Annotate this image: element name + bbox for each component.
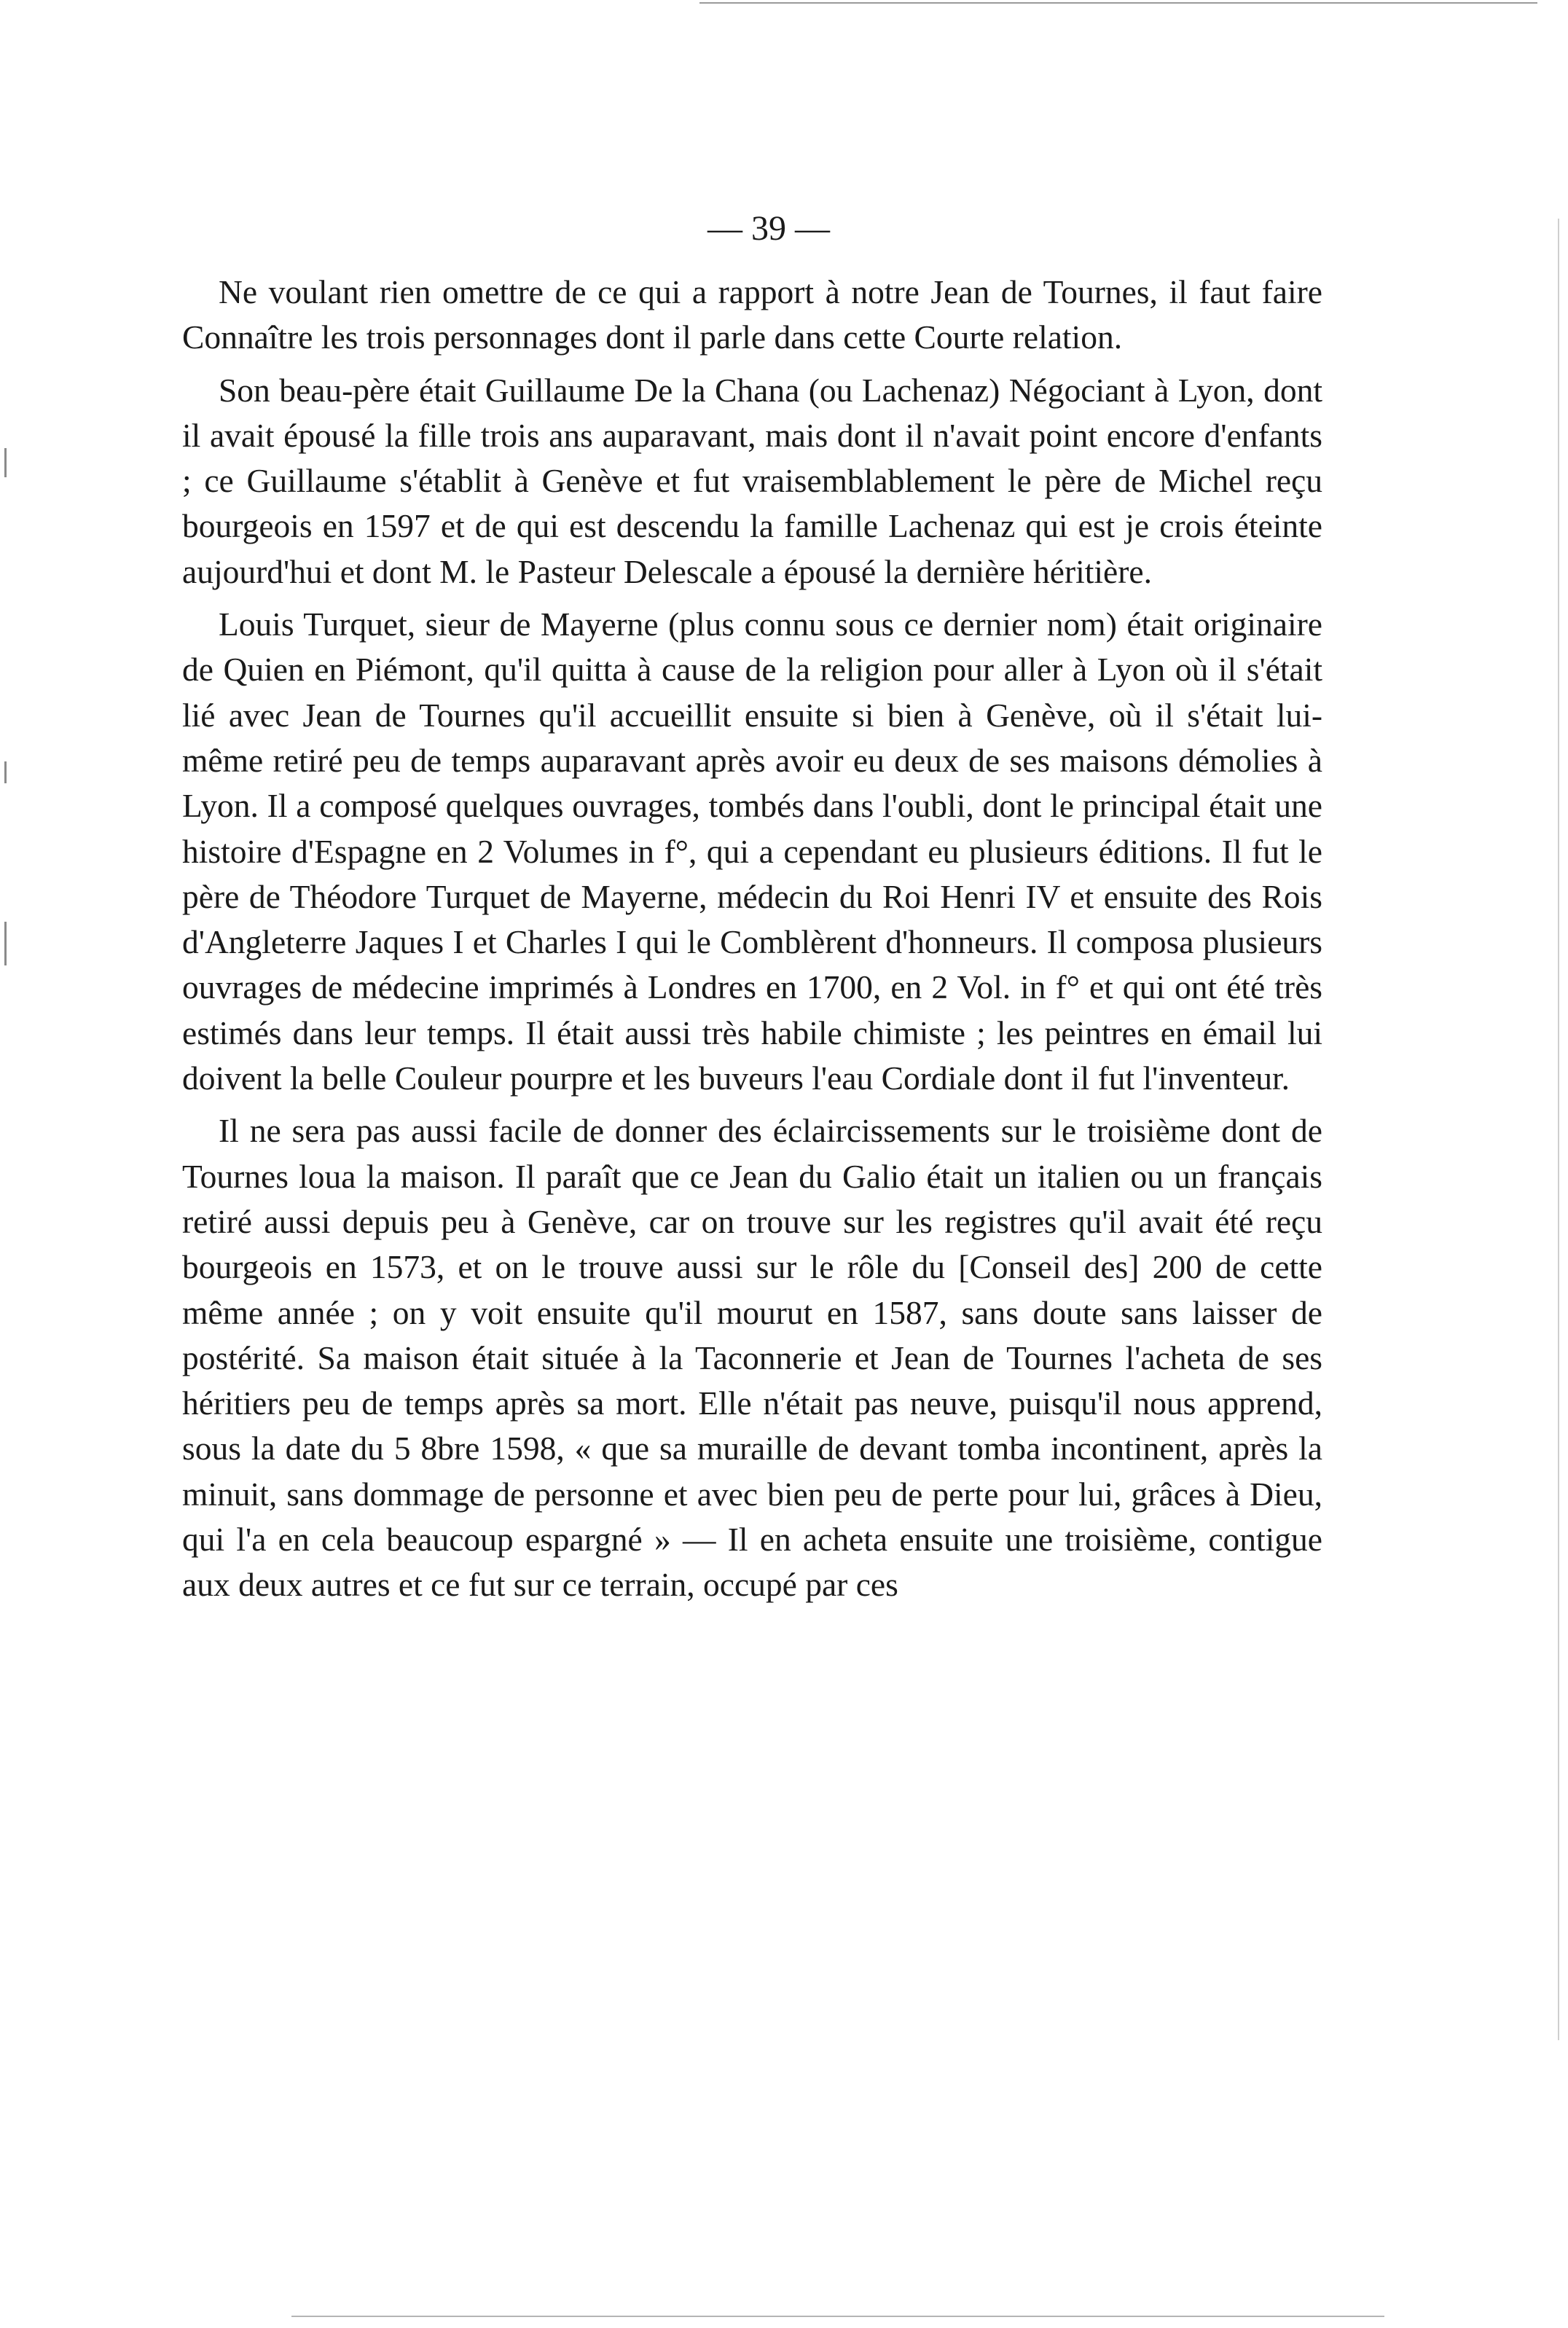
paragraph: Louis Turquet, sieur de Mayerne (plus connu sous ce dernier nom) était originaire de Quien en Piémont, qu'il quitta à cause de la religion pour aller à Lyon où il s'était lié avec Jean de Tournes qu'il accueillit ensuite si bien à Genève, où il s'était lui-même retiré peu de temps auparavant après avoir eu deux de ses maisons démolies à Lyon. Il a composé quelques ouvrages, tombés dans l'oubli, dont le principal était une histoire d'Espagne en 2 Volumes in f°, qui a cependant eu plusieurs éditions. Il fut le père de Théodore Turquet de Mayerne, médecin du Roi Henri IV et ensuite des Rois d'Angleterre Jaques I et Charles I qui le Comblèrent d'honneurs. Il composa plusieurs ouvrages de médecine imprimés à Londres en 1700, en 2 Vol. in f° et qui ont été très estimés dans leur temps. Il était aussi très habile chimiste ; les peintres en émail lui doivent la belle Couleur pourpre et les buveurs l'eau Cordiale dont il fut l'inventeur. — [182, 605, 1322, 1097]
paragraph: Il ne sera pas aussi facile de donner des éclaircissements sur le troisième dont de Tournes loua la maison. Il paraît que ce Jean du Galio était un italien ou un français retiré aussi depuis peu à Genève, car on trouve sur les registres qu'il avait été reçu bourgeois en 1573, et on le trouve aussi sur le rôle du [Conseil des] 200 de cette même année ; on y voit ensuite qu'il mourut en 1587, sans doute sans laisser de postérité. Sa maison était située à la Taconnerie et Jean de Tournes l'acheta de ses héritiers peu de temps après sa mort. Elle n'était pas neuve, puisqu'il nous apprend, sous la date du 5 8bre 1598, « que sa muraille de devant tomba incontinent, après la minuit, sans dommage de personne et avec bien peu de perte pour lui, grâces à Dieu, qui l'a en cela beaucoup espargné » — Il en acheta ensuite une troisième, contigue aux deux autres et ce fut sur ce terrain, occupé par ces — [182, 1112, 1322, 1604]
page-number: — 39 — — [707, 209, 830, 248]
scan-edge-right — [1558, 219, 1559, 2040]
body-text — [182, 270, 1322, 1608]
paragraph: Son beau-père était Guillaume De la Chana (ou Lachenaz) Négociant à Lyon, dont il avait épousé la fille trois ans auparavant, mais dont il n'avait point encore d'enfants ; ce Guillaume s'établit à Genève et fut vraisemblablement le père de Michel reçu bourgeois en 1597 et de qui est descendu la famille Lachenaz qui est je crois éteinte aujourd'hui et dont M. le Pasteur Delescale a épousé la dernière héritière. — [182, 371, 1322, 590]
paragraph: Ne voulant rien omettre de ce qui a rapport à notre Jean de Tournes, il faut faire Connaître les trois personnages dont il parle dans cette Courte relation. — [182, 273, 1322, 356]
scan-edge-top — [699, 2, 1537, 4]
scan-edge-bottom — [291, 2316, 1384, 2317]
scan-mark-left-3 — [4, 922, 7, 965]
scan-mark-left-1 — [4, 448, 7, 477]
scan-mark-left-2 — [4, 761, 7, 783]
